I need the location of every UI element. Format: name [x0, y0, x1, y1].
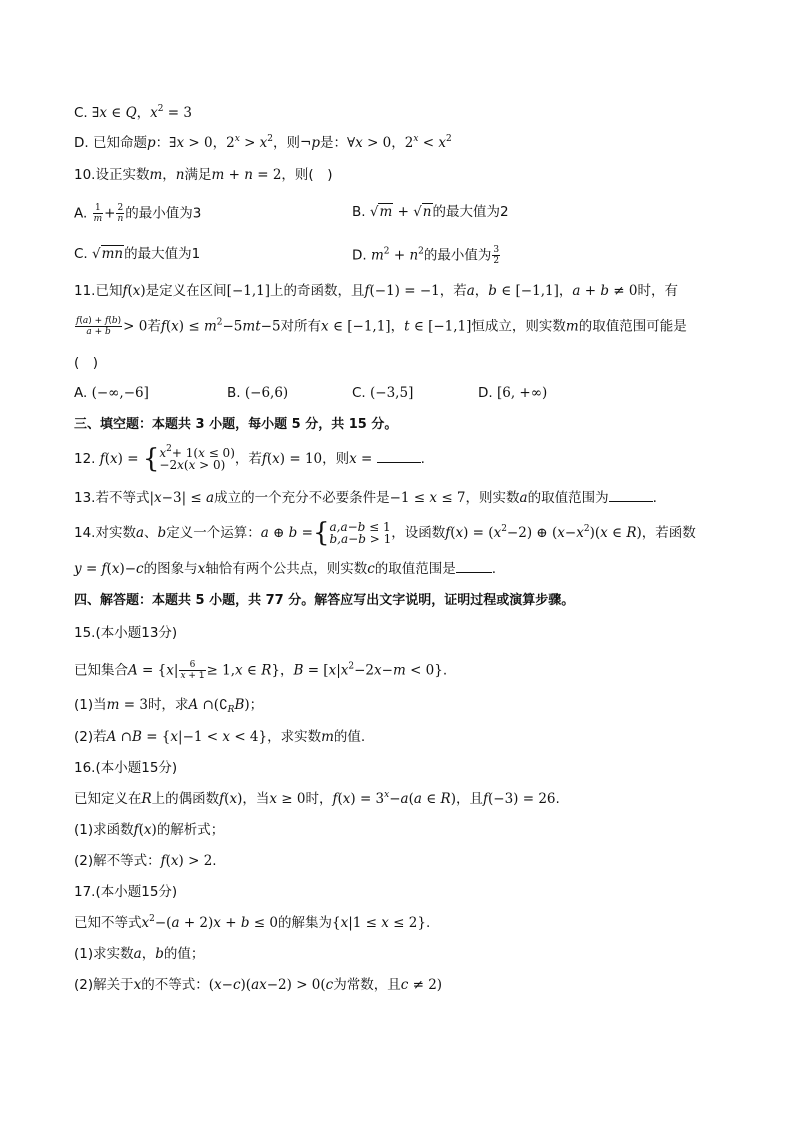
q10-option-c: C. √mn的最大值为1: [74, 246, 201, 262]
section-4-heading: 四、解答题：本题共 5 小题，共 77 分。解答应写出文字说明，证明过程或演算步骤。: [74, 593, 575, 608]
q16-part-1: (1)求函数f(x)的解析式；: [74, 822, 225, 838]
q16-stem: 已知定义在R上的偶函数f(x)，当x ≥ 0时，$f(x) = 3^x-a(a$ ∈ R)，且f(−3) = 26.: [74, 790, 560, 807]
q10-option-d: D. $m^2 + n^2$的最小值为 $\frac{3}{2}$: [352, 245, 500, 266]
q10-option-a: A. $\frac{1}{m}$ + $\frac{2}{n}$ 的最小值为3: [74, 203, 202, 224]
q17-head: 17.(本小题15分): [74, 884, 178, 900]
q14-line-1: 14.对实数a、b定义一个运算：a ⊕ b ={a,a−b ≤ 1 b,a−b > 1，设函数$f(x) = (x^2-2)$ ⊕ $(x-x^2)(x$ ∈ R)，若函数: [74, 518, 696, 548]
q15-head: 15.(本小题13分): [74, 625, 178, 641]
q11-stem-3: ( ): [74, 355, 99, 371]
q13: 13.若不等式|x−3| ≤ a成立的一个充分不必要条件是−1 ≤ x ≤ 7，则实数a的取值范围为 .: [74, 490, 657, 506]
q12: 12. $f(x) = \{x^2+ 1(x \le 0)$ −2x(x > 0) ，若f(x) = 10，则x = .: [74, 444, 425, 474]
q14-line-2: y = f(x)−c的图象与x轴恰有两个公共点，则实数c的取值范围是 .: [74, 561, 497, 577]
section-3-heading: 三、填空题：本题共 3 小题，每小题 5 分，共 15 分。: [74, 417, 398, 432]
q10-stem: 10.设正实数m，n满足m + n = 2，则( ): [74, 167, 333, 183]
q17-stem: 已知不等式$x^2-(a + 2)x + b \le 0$的解集为{x|1 ≤ x ≤ 2}.: [74, 914, 431, 931]
q15-part-2: (2)若A ∩B = {x|−1 < x < 4}，求实数m的值.: [74, 729, 366, 745]
q11-option-a: A. (−∞,−6]: [74, 385, 149, 401]
q15-stem: 已知集合A = {x| $\frac{6}{x + 1}$ ≥ 1,x ∈ R}，$B = [x|x^2-2x-m < 0\}$.: [74, 660, 448, 681]
q11-option-b: B. (−6,6): [227, 385, 289, 401]
q16-part-2: (2)解不等式：f(x) > 2.: [74, 853, 217, 869]
q11-stem-1: 11.已知f(x)是定义在区间[−1,1]上的奇函数，且f(−1) = −1，若a，b ∈ [−1,1]，a + b ≠ 0时，有: [74, 283, 678, 299]
q9-option-c: C. ∃x ∈ Q，$x^2 = 3$: [74, 104, 192, 121]
q16-head: 16.(本小题15分): [74, 760, 178, 776]
q11-option-d: D. [6, +∞): [478, 385, 548, 401]
q11-stem-2: $\frac{f(a) + f(b)}{a + b}$ > 0若$f(x) \le m^2-5mt-5$对所有x ∈ [−1,1]，t ∈ [−1,1]恒成立，则实数m的取值范围可能是: [76, 316, 687, 337]
q15-part-1: (1)当m = 3时，求A $\cap(∁_RB)$；: [74, 697, 264, 715]
q11-option-c: C. (−3,5]: [352, 385, 414, 401]
q17-part-1: (1)求实数a，b的值；: [74, 946, 205, 962]
q10-option-b: B. √m + √n的最大值为2: [352, 204, 509, 220]
q17-part-2: (2)解关于x的不等式：(x−c)(ax−2) > 0(c为常数，且c ≠ 2): [74, 977, 443, 993]
q9-option-d: D. 已知命题p：∃x > 0，$2^x > x^2$，则¬p是：∀x > 0，$2^x < x^2$: [74, 134, 452, 151]
